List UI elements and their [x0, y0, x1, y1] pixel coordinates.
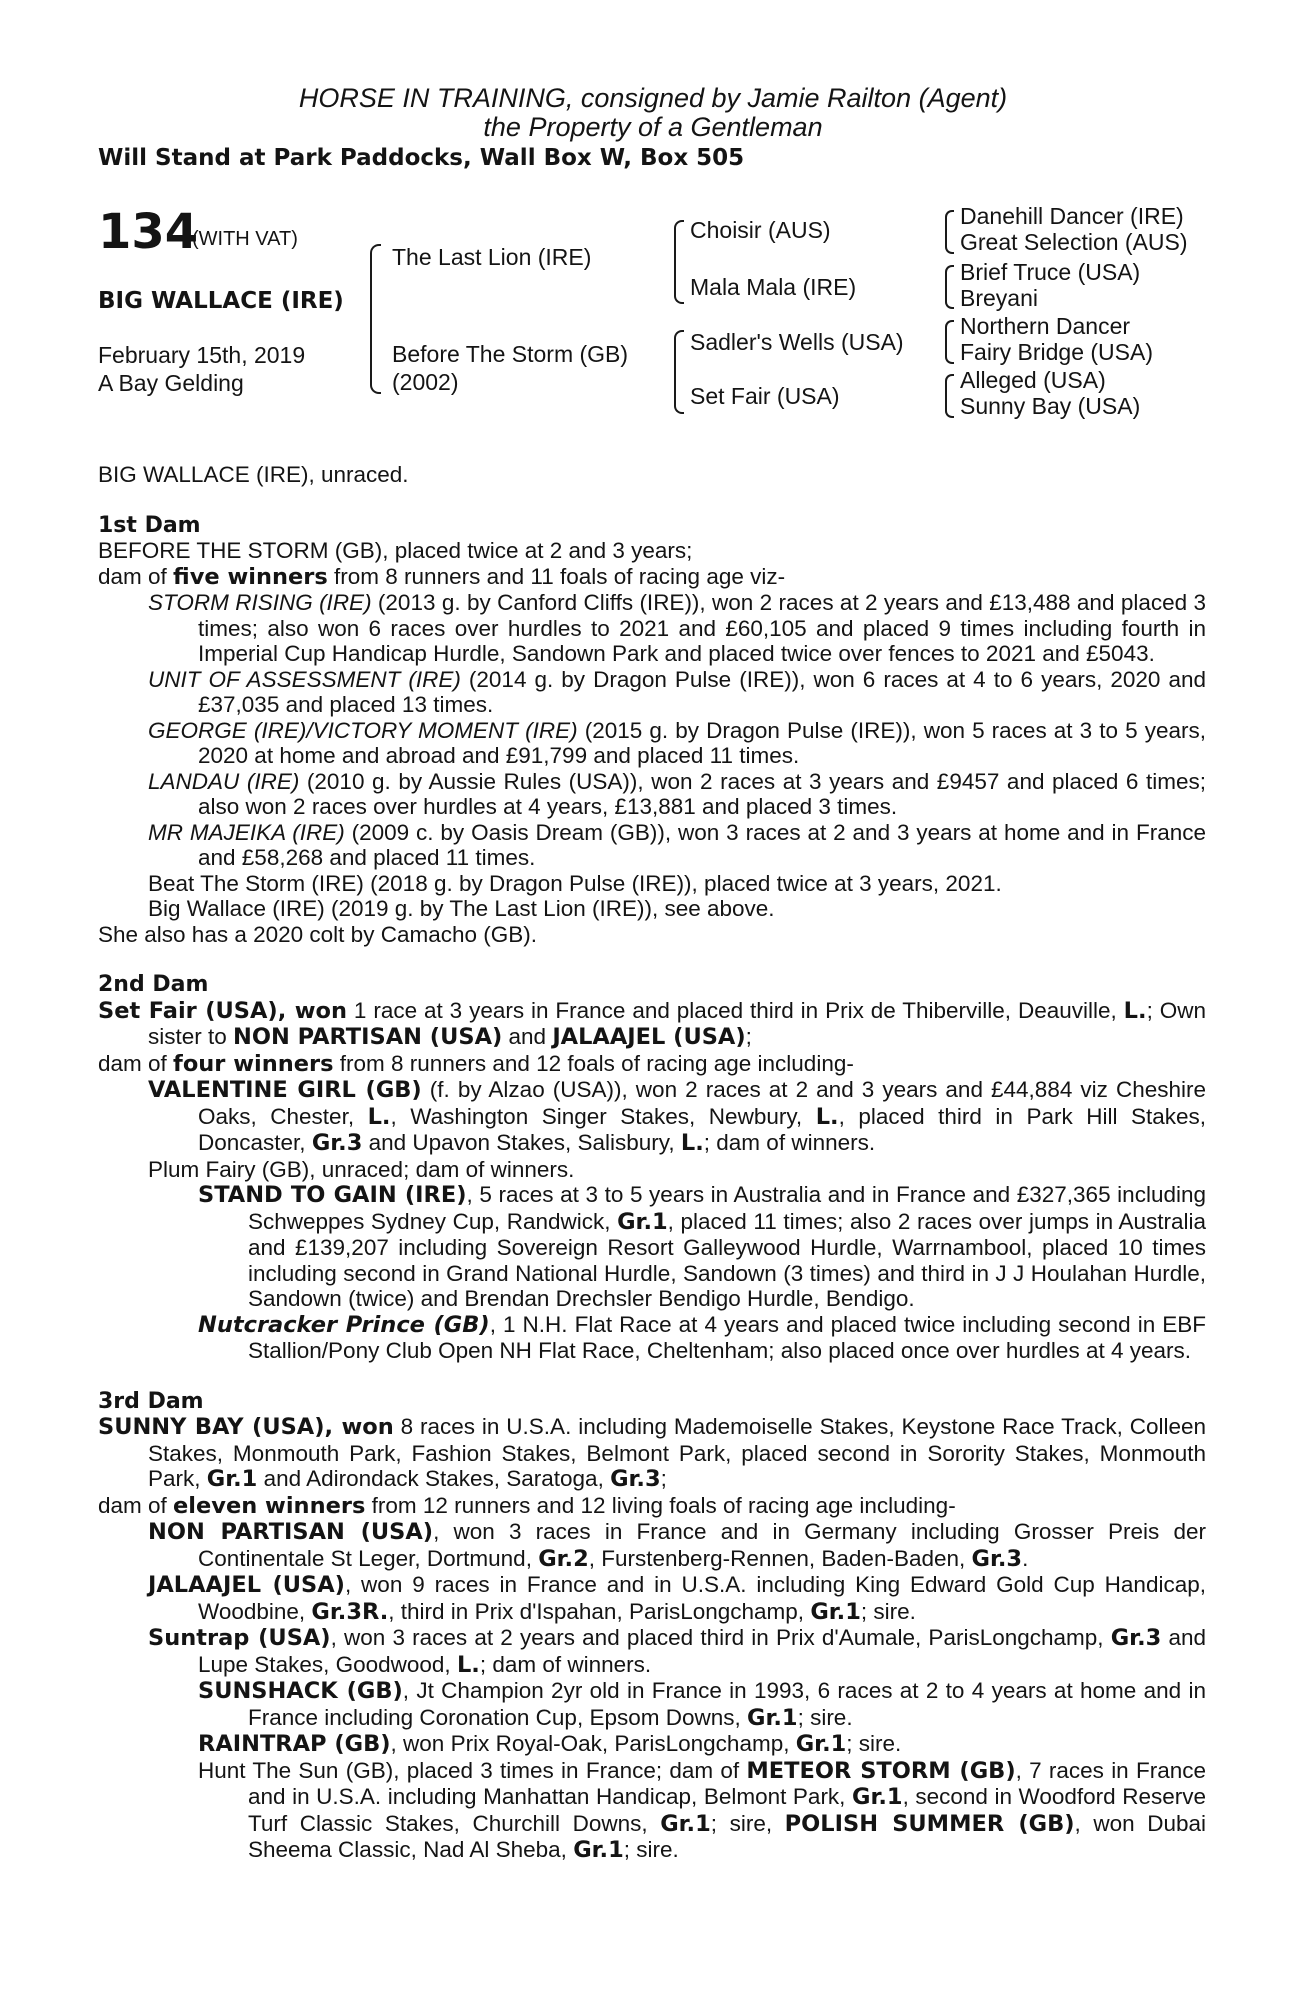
pedigree-g7: Alleged (USA) — [960, 367, 1106, 393]
pedigree-brace-g2 — [945, 265, 954, 309]
second-dam-produce-summary: dam of four winners from 8 runners and 12 foals of racing age including- — [98, 1050, 854, 1077]
grand-produce-entry: STAND TO GAIN (IRE), 5 races at 3 to 5 years in Australia and in France and £327,365 including Schweppes Sydney Cup, Randwick, Gr.1, placed 11 times; also 2 races over jumps in Australia and £139,207 including Sovereign Resort Galleywood Hurdle, Warrnambool, placed 10 times including second in Grand National Hurdle, Sandown (3 times) and third in J J Houlahan Hurdle, Sandown (twice) and Brendan Drechsler Bendigo Hurdle, Bendigo. — [198, 1182, 1207, 1311]
pedigree-brace-parents — [370, 244, 381, 394]
consignor-line: HORSE IN TRAINING, consigned by Jamie Railton (Agent) — [298, 83, 1008, 113]
produce-entry: Suntrap (USA), won 3 races at 2 years and placed third in Prix d'Aumale, ParisLongchamp, Gr.3 and Lupe Stakes, Goodwood, L.; dam of winners. — [148, 1625, 1206, 1678]
pedigree-sire: The Last Lion (IRE) — [392, 244, 592, 270]
pedigree-brace-sire — [674, 220, 684, 304]
pedigree-sire-sire: Choisir (AUS) — [690, 217, 831, 243]
pedigree-g6: Fairy Bridge (USA) — [960, 339, 1153, 365]
pedigree-sire-dam: Mala Mala (IRE) — [690, 274, 857, 300]
grand-produce-entry: Nutcracker Prince (GB), 1 N.H. Flat Race at 4 years and placed twice including second in EBF Stallion/Pony Club Open NH Flat Race, Cheltenham; also placed once over hurdles at 4 years. — [198, 1311, 1206, 1363]
pedigree-dam-dam: Set Fair (USA) — [690, 383, 840, 409]
third-dam-heading: 3rd Dam — [98, 1388, 204, 1414]
produce-note: She also has a 2020 colt by Camacho (GB). — [98, 921, 537, 947]
pedigree-dam: Before The Storm (GB) — [392, 341, 629, 367]
second-dam-heading: 2nd Dam — [98, 972, 209, 997]
lot-number: 134 — [98, 204, 199, 260]
produce-entry: NON PARTISAN (USA), won 3 races in France and in Germany including Grosser Preis der Continentale St Leger, Dortmund, Gr.2, Furstenberg-Rennen, Baden-Baden, Gr.3. — [148, 1519, 1206, 1572]
pedigree-dam-year: (2002) — [392, 369, 459, 395]
produce-entry: LANDAU (IRE) (2010 g. by Aussie Rules (USA)), won 2 races at 3 years and £9457 and placed 6 times; also won 2 races over hurdles at 4 years, £13,881 and placed 3 times. — [148, 768, 1206, 819]
pedigree-g8: Sunny Bay (USA) — [960, 393, 1141, 419]
pedigree-g2: Great Selection (AUS) — [960, 229, 1188, 255]
produce-entry: UNIT OF ASSESSMENT (IRE) (2014 g. by Dragon Pulse (IRE)), won 6 races at 4 to 6 years, 2020 and £37,035 and placed 13 times. — [148, 666, 1206, 717]
pedigree-g4: Breyani — [960, 285, 1038, 311]
catalogue-body — [98, 462, 1206, 1864]
property-line: the Property of a Gentleman — [483, 112, 823, 142]
horse-name: BIG WALLACE (IRE) — [98, 288, 344, 314]
pedigree-dam-sire: Sadler's Wells (USA) — [690, 329, 904, 355]
grand-produce-entry: RAINTRAP (GB), won Prix Royal-Oak, ParisLongchamp, Gr.1; sire. — [198, 1731, 902, 1757]
produce-entry: MR MAJEIKA (IRE) (2009 c. by Oasis Dream (GB)), won 3 races at 2 and 3 years at home and in France and £58,268 and placed 11 times. — [148, 819, 1206, 870]
stabling-line: Will Stand at Park Paddocks, Wall Box W, Box 505 — [98, 145, 745, 171]
grand-produce-entry: SUNSHACK (GB), Jt Champion 2yr old in France in 1993, 6 races at 2 to 4 years at home and in France including Coronation Cup, Epsom Downs, Gr.1; sire. — [198, 1678, 1206, 1731]
produce-entry: JALAAJEL (USA), won 9 races in France and in U.S.A. including King Edward Gold Cup Handicap, Woodbine, Gr.3R., third in Prix d'Ispahan, ParisLongchamp, Gr.1; sire. — [148, 1572, 1206, 1625]
horse-description: A Bay Gelding — [98, 370, 244, 396]
pedigree-g1: Danehill Dancer (IRE) — [960, 203, 1184, 229]
produce-entry: Beat The Storm (IRE) (2018 g. by Dragon Pulse (IRE)), placed twice at 3 years, 2021. — [148, 870, 1002, 896]
first-dam-produce-summary: dam of five winners from 8 runners and 11 foals of racing age viz- — [98, 563, 786, 590]
third-dam-intro: SUNNY BAY (USA), won 8 races in U.S.A. including Mademoiselle Stakes, Keystone Race Track, Colleen Stakes, Monmouth Park, Fashion Stakes, Belmont Park, placed second in Sorority Stakes, Monmouth Park, Gr.1 and Adirondack Stakes, Saratoga, Gr.3; — [98, 1414, 1206, 1492]
third-dam-produce-summary: dam of eleven winners from 12 runners and 12 living foals of racing age including- — [98, 1492, 956, 1519]
race-summary: BIG WALLACE (IRE), unraced. — [98, 462, 409, 487]
pedigree-brace-g3 — [945, 320, 954, 364]
produce-entry: Big Wallace (IRE) (2019 g. by The Last Lion (IRE)), see above. — [148, 896, 775, 921]
lot-header — [98, 84, 1208, 174]
pedigree-brace-g1 — [945, 210, 954, 254]
second-dam-intro: Set Fair (USA), won 1 race at 3 years in France and placed third in Prix de Thiberville, Deauville, L.; Own sister to NON PARTISAN (USA) and JALAAJEL (USA); — [98, 997, 1206, 1050]
pedigree-brace-g4 — [945, 374, 954, 418]
first-dam-heading: 1st Dam — [98, 512, 201, 538]
foaling-date: February 15th, 2019 — [98, 342, 306, 368]
pedigree-g5: Northern Dancer — [960, 313, 1131, 339]
produce-entry: GEORGE (IRE)/VICTORY MOMENT (IRE) (2015 g. by Dragon Pulse (IRE)), won 5 races at 3 to 5 years, 2020 at home and abroad and £91,799 and placed 11 times. — [148, 717, 1206, 768]
pedigree-g3: Brief Truce (USA) — [960, 259, 1141, 285]
produce-entry: Plum Fairy (GB), unraced; dam of winners. — [148, 1156, 575, 1182]
vat-label: (WITH VAT) — [192, 228, 298, 250]
produce-entry: VALENTINE GIRL (GB) (f. by Alzao (USA)), won 2 races at 2 and 3 years and £44,884 viz Cheshire Oaks, Chester, L., Washington Singer Stakes, Newbury, L., placed third in Park Hill Stakes, Doncaster, Gr.3 and Upavon Stakes, Salisbury, L.; dam of winners. — [148, 1077, 1207, 1156]
produce-entry: STORM RISING (IRE) (2013 g. by Canford Cliffs (IRE)), won 2 races at 2 years and £13,488 and placed 3 times; also won 6 races over hurdles to 2021 and £60,105 and placed 9 times including fourth in Imperial Cup Handicap Hurdle, Sandown Park and placed twice over fences to 2021 and £5043. — [148, 590, 1206, 666]
first-dam-intro: BEFORE THE STORM (GB), placed twice at 2 and 3 years; — [98, 538, 693, 563]
grand-produce-entry: Hunt The Sun (GB), placed 3 times in France; dam of METEOR STORM (GB), 7 races in France and in U.S.A. including Manhattan Handicap, Belmont Park, Gr.1, second in Woodford Reserve Turf Classic Stakes, Churchill Downs, Gr.1; sire, POLISH SUMMER (GB), won Dubai Sheema Classic, Nad Al Sheba, Gr.1; sire. — [198, 1757, 1207, 1863]
pedigree-brace-dam — [674, 330, 684, 414]
